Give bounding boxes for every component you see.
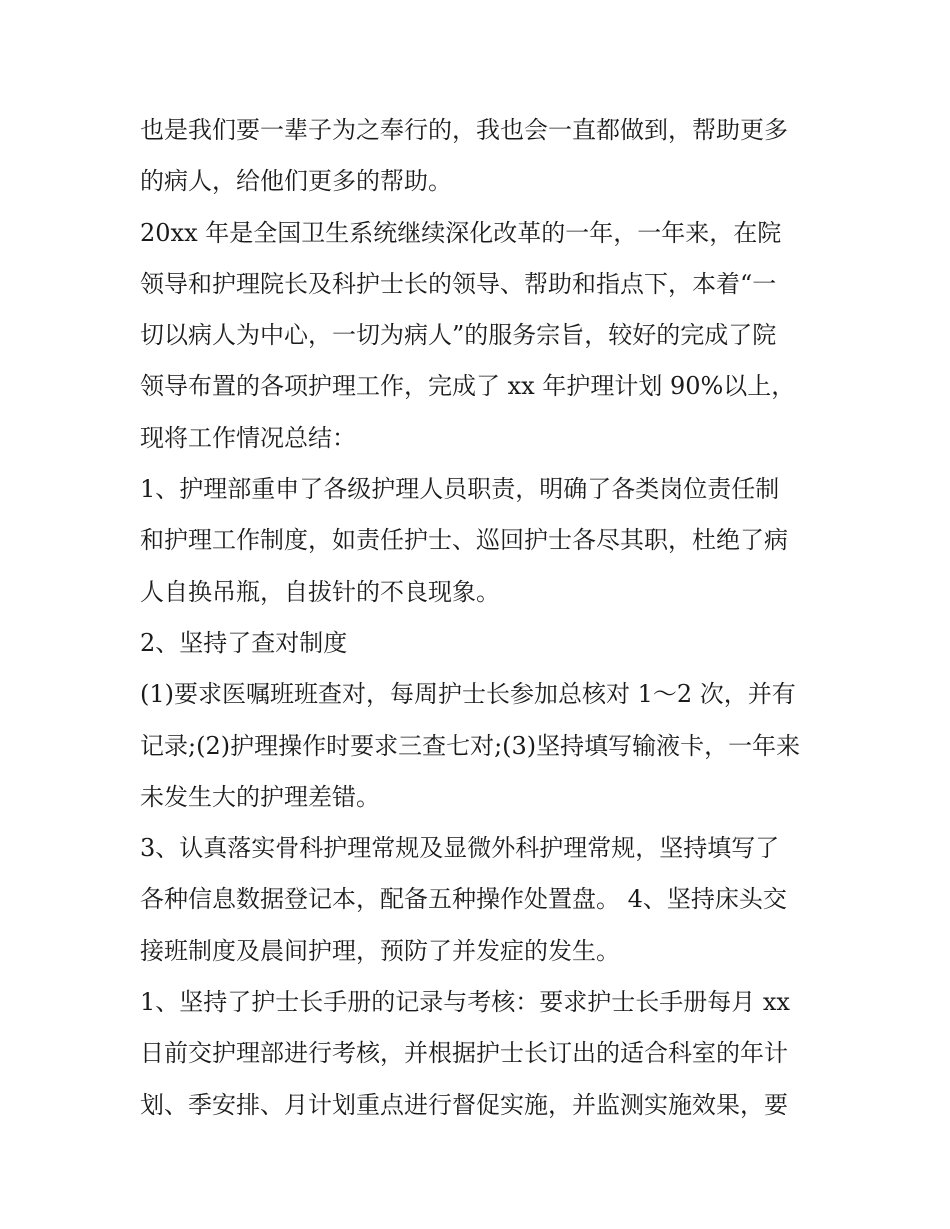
text-line: 20xx 年是全国卫生系统继续深化改革的一年，一年来，在院: [140, 218, 782, 247]
text-line: 现将工作情况总结：: [140, 423, 356, 452]
text-line: 2、坚持了查对制度: [140, 628, 348, 657]
text-line: 1、坚持了护士长手册的记录与考核：要求护士长手册每月 xx: [140, 988, 790, 1017]
text-line: 日前交护理部进行考核，并根据护士长订出的适合科室的年计: [140, 1039, 788, 1068]
text-line: 领导布置的各项护理工作，完成了 xx 年护理计划 90%以上，: [140, 372, 796, 401]
text-line: 记录;(2)护理操作时要求三查七对;(3)坚持填写输液卡，一年来: [140, 731, 801, 760]
text-line: 领导和护理院长及科护士长的领导、帮助和指点下，本着“一: [140, 269, 777, 298]
text-line: 接班制度及晨间护理，预防了并发症的发生。: [140, 936, 620, 965]
text-line: 未发生大的护理差错。: [140, 782, 380, 811]
text-line: 1、护理部重申了各级护理人员职责，明确了各类岗位责任制: [140, 475, 780, 504]
text-line: 和护理工作制度，如责任护士、巡回护士各尽其职，杜绝了病: [140, 526, 788, 555]
document-body: [140, 105, 820, 1131]
text-line: 划、季安排、月计划重点进行督促实施，并监测实施效果，要: [140, 1090, 788, 1119]
text-line: 切以病人为中心，一切为病人”的服务宗旨，较好的完成了院: [140, 321, 777, 350]
text-line: 也是我们要一辈子为之奉行的，我也会一直都做到，帮助更多: [140, 116, 788, 144]
text-line: 人自换吊瓶，自拔针的不良现象。: [140, 577, 500, 606]
text-line: 各种信息数据登记本，配备五种操作处置盘。 4、坚持床头交: [140, 885, 787, 914]
text-line: (1)要求医嘱班班查对，每周护士长参加总核对 1～2 次，并有: [140, 680, 796, 709]
text-line: 的病人，给他们更多的帮助。: [140, 167, 452, 196]
text-line: 3、认真落实骨科护理常规及显微外科护理常规，坚持填写了: [140, 834, 780, 863]
